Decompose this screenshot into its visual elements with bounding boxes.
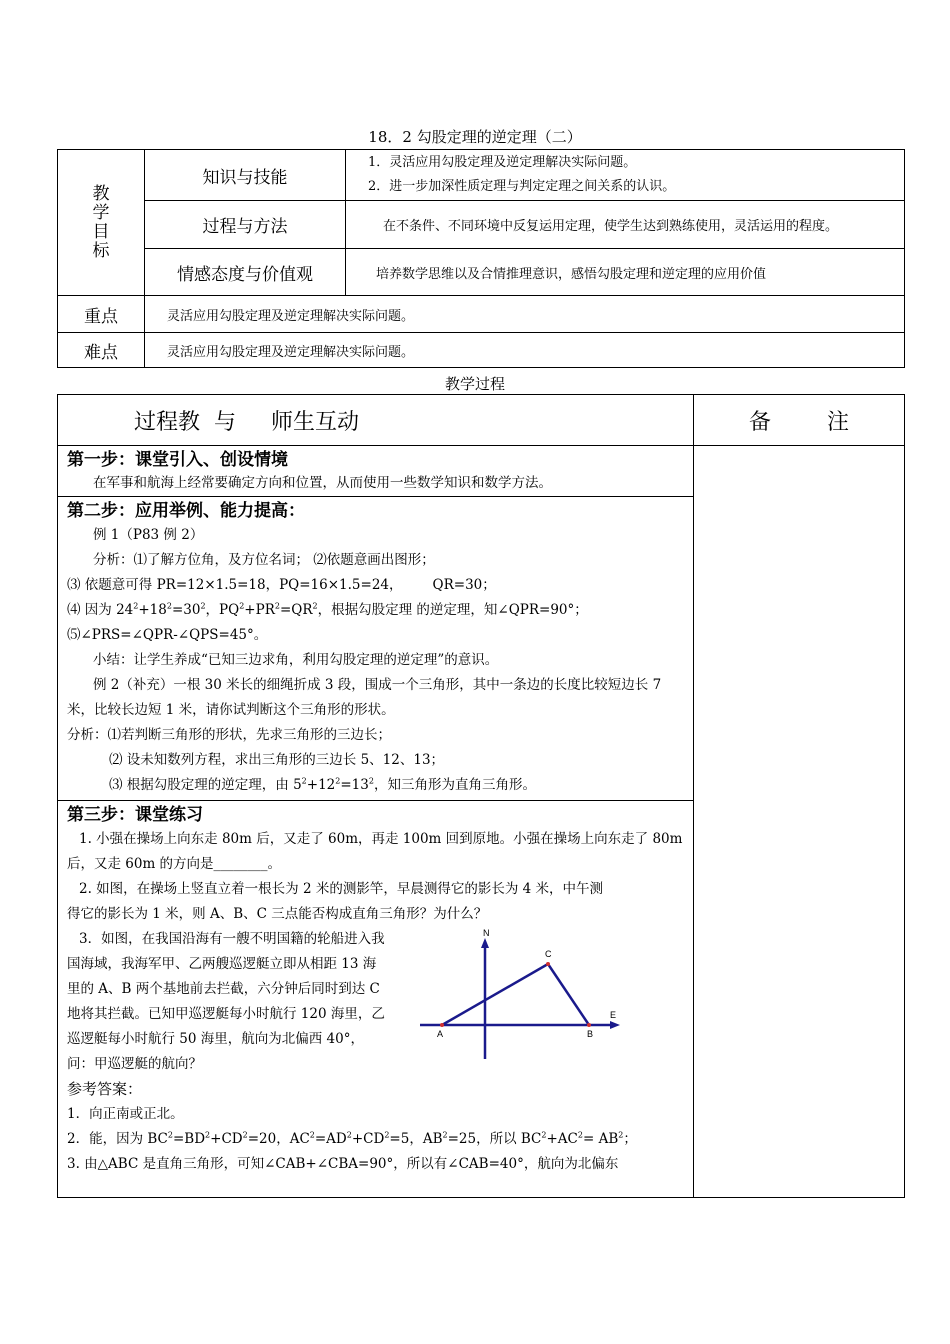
superscript: 2 — [309, 1130, 315, 1140]
point-a — [440, 1023, 444, 1027]
text-run: =13 — [340, 777, 369, 793]
row-label-char: 目 — [92, 221, 110, 242]
superscript: 2 — [368, 776, 374, 786]
answer-1: 1．向正南或正北。 — [67, 1106, 184, 1122]
step1-title: 第一步：课堂引入、创设情境 — [67, 450, 288, 470]
text-run: +12 — [306, 777, 336, 793]
text-run: +CD — [351, 1131, 385, 1147]
step2-cell — [58, 497, 694, 801]
superscript: 2 — [205, 1130, 211, 1140]
text-run: =QR — [279, 602, 313, 618]
superscript: 2 — [239, 601, 245, 611]
row-label-char: 标 — [92, 240, 110, 261]
superscript: 2 — [346, 1130, 352, 1140]
text-run: +PR — [244, 602, 275, 618]
superscript: 2 — [274, 601, 280, 611]
text-run: =5，AB — [389, 1131, 443, 1147]
north-arrow-icon — [481, 938, 489, 948]
label-b: B — [587, 1029, 594, 1039]
text-run: =25，所以 BC — [447, 1131, 542, 1147]
notes-cell — [694, 446, 905, 1198]
example2-analysis-3 — [67, 773, 685, 798]
text-run: =20，AC — [247, 1131, 310, 1147]
emotion-content: 培养数学思维以及合情推理意识，感悟勾股定理和逆定理的应用价值 — [346, 249, 905, 296]
east-arrow-icon — [610, 1021, 620, 1029]
process-content: 在不条件、不同环境中反复运用定理，使学生达到熟练使用，灵活运用的程度。 — [346, 201, 905, 249]
text-run: +CD — [210, 1131, 243, 1147]
summary-text: 小结：让学生养成“已知三边求角，利用勾股定理的逆定理”的意识。 — [93, 652, 499, 668]
answer-2 — [67, 1127, 685, 1152]
step2-title: 第二步：应用举例、能力提高： — [67, 501, 305, 521]
text-run: ，根据勾股定理 的逆定理，知∠QPR=90°； — [317, 602, 588, 618]
point-c — [546, 962, 550, 966]
example1-step5: ⑸∠PRS=∠QPR-∠QPS=45°。 — [67, 627, 268, 643]
superscript: 2 — [166, 601, 172, 611]
point-b — [587, 1023, 591, 1027]
text-run: =AD — [314, 1131, 347, 1147]
example2-text: 例 2（补充）一根 30 米长的细绳折成 3 段，围成一个三角形，其中一条边的长度比较短边长 7 米，比较长边短 1 米，请你试判断这个三角形的形状。 — [67, 677, 662, 718]
difficulty-content: 灵活应用勾股定理及逆定理解决实际问题。 — [145, 333, 905, 368]
superscript: 2 — [384, 1130, 390, 1140]
question-2 — [67, 877, 609, 927]
example2-analysis-2: ⑵ 设未知数列方程，求出三角形的三边长 5、12、13； — [109, 752, 445, 768]
question-1: 1. 小强在操场上向东走 80m 后，又走了 60m，再走 100m 回到原地。小强在操场上向东走了 80m 后，又走 60m 的方向是________。 — [67, 831, 683, 872]
step3-cell — [58, 801, 694, 1198]
interaction-header: 过程教 与 师生互动 — [58, 395, 694, 446]
text-run: +18 — [138, 602, 167, 618]
step3-title: 第三步：课堂练习 — [67, 805, 203, 825]
superscript: 2 — [618, 1130, 624, 1140]
text-run: =30 — [171, 602, 201, 618]
knowledge-item: 2．进一步加深性质定理与判定定理之间关系的认识。 — [368, 179, 676, 194]
superscript: 2 — [442, 1130, 448, 1140]
text-run: ，知三角形为直角三角形。 — [373, 777, 536, 793]
objectives-table — [57, 149, 905, 368]
difficulty-label: 难点 — [58, 333, 145, 368]
superscript: 2 — [301, 776, 307, 786]
answers-title: 参考答案： — [67, 1080, 143, 1098]
question-3: 3．如图，在我国沿海有一艘不明国籍的轮船进入我国海域，我海军甲、乙两艘巡逻艇立即从相距 13 海里的 A、B 两个基地前去拦截，六分钟后同时到达 C 地将其拦截。已知甲巡逻艇每小时航行 120 海里，乙巡逻艇每小时航行 50 海里，航向为北偏西 40°，问：甲巡逻艇的航向？ — [67, 931, 385, 1072]
notes-header: 备 注 — [694, 395, 905, 446]
example1-step4 — [67, 598, 685, 623]
example1-title: 例 1（P83 例 2） — [93, 527, 204, 543]
knowledge-label: 知识与技能 — [145, 150, 346, 201]
text-run: =BD — [172, 1131, 206, 1147]
key-content: 灵活应用勾股定理及逆定理解决实际问题。 — [145, 296, 905, 333]
process-label: 过程与方法 — [145, 201, 346, 249]
process-table — [57, 394, 905, 1198]
step1-cell — [58, 446, 694, 497]
answer-3: 3. 由△ABC 是直角三角形，可知∠CAB+∠CBA=90°，所以有∠CAB=40°，航向为北偏东 — [67, 1156, 619, 1172]
process-section-title: 教学过程 — [444, 375, 505, 393]
page-title: 18．2 勾股定理的逆定理（二） — [368, 128, 582, 146]
text-run: ⑶ 根据勾股定理的逆定理，由 5 — [109, 777, 302, 793]
text-run: ，PQ — [205, 602, 240, 618]
segment-ac — [442, 964, 548, 1025]
key-label: 重点 — [58, 296, 145, 333]
row-label-char: 学 — [92, 202, 110, 223]
emotion-label: 情感态度与价值观 — [145, 249, 346, 296]
step1-text: 在军事和航海上经常要确定方向和位置，从而使用一些数学知识和数学方法。 — [93, 475, 552, 491]
text-run: 2. 如图，在操场上竖直立着一根长为 2 米的测影竿，早晨测得它的影长为 4 米，中午测得它的影长为 1 米，则 A、B、C 三点能否构成直角三角形？为什么？ — [67, 881, 604, 922]
segment-cb — [548, 964, 589, 1025]
superscript: 2 — [577, 1130, 583, 1140]
text-run: +AC — [546, 1131, 578, 1147]
row-label-char: 教 — [92, 183, 110, 204]
label-a: A — [437, 1029, 444, 1039]
example1-analysis: 分析：⑴了解方位角，及方位名词； ⑵依题意画出图形； — [93, 552, 435, 568]
knowledge-item: 1．灵活应用勾股定理及逆定理解决实际问题。 — [368, 155, 637, 170]
question-block — [67, 877, 685, 1077]
superscript: 2 — [133, 601, 139, 611]
superscript: 2 — [200, 601, 206, 611]
label-n: N — [483, 929, 490, 938]
superscript: 2 — [312, 601, 318, 611]
label-e: E — [610, 1010, 617, 1020]
example1-step3: ⑶ 依题意可得 PR=12×1.5=18，PQ=16×1.5=24， QR=30； — [67, 577, 496, 593]
direction-figure — [410, 929, 620, 1062]
knowledge-content — [346, 150, 905, 201]
superscript: 2 — [335, 776, 341, 786]
label-c: C — [545, 949, 552, 959]
text-run: ； — [623, 1131, 637, 1147]
objectives-row-label — [58, 150, 145, 296]
text-run: = AB — [582, 1131, 619, 1147]
superscript: 2 — [541, 1130, 547, 1140]
text-run: 2．能，因为 BC — [67, 1131, 168, 1147]
superscript: 2 — [167, 1130, 173, 1140]
example2-analysis-1: 分析：⑴若判断三角形的形状，先求三角形的三边长； — [67, 727, 391, 743]
text-run: ⑷ 因为 24 — [67, 602, 134, 618]
superscript: 2 — [242, 1130, 248, 1140]
